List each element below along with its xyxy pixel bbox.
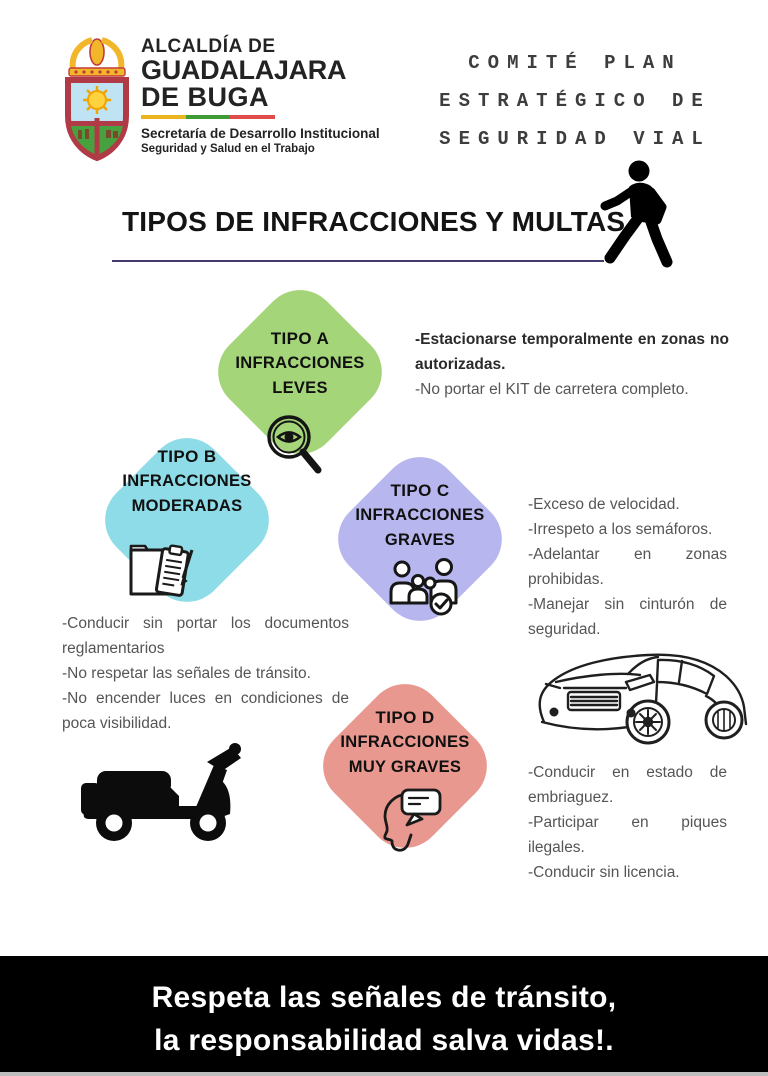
- note-item: -No respetar las señales de tránsito.: [62, 665, 311, 682]
- logo-line-2: GUADALAJARA: [141, 55, 347, 85]
- tipo-c-cat2: GRAVES: [384, 531, 456, 549]
- tipo-b-cat1: INFRACCIONES: [122, 472, 252, 490]
- page-title: TIPOS DE INFRACCIONES Y MULTAS: [122, 206, 626, 237]
- note-item: -Adelantar en zonas prohibidas.: [528, 546, 727, 588]
- tricolor-bar: [141, 115, 275, 119]
- logo-wordmark: [141, 36, 380, 156]
- note-item: -Irrespeto a los semáforos.: [528, 521, 713, 538]
- logo-subdepartment: Seguridad y Salud en el Trabajo: [141, 143, 315, 155]
- title-underline: [112, 260, 604, 262]
- label-tipo-c: [310, 478, 530, 553]
- head-speech-icon: [371, 782, 449, 856]
- tipo-a-cat1: INFRACCIONES: [235, 354, 365, 372]
- city-crest-icon: [50, 28, 144, 162]
- car-icon: [528, 630, 764, 750]
- committee-title: [415, 44, 735, 158]
- tipo-d-cat2: MUY GRAVES: [348, 758, 462, 776]
- tipo-a-cat2: LEVES: [272, 379, 328, 397]
- note-item: -Manejar sin cinturón de seguridad.: [528, 596, 727, 638]
- note-item: -Conducir en estado de embriaguez.: [528, 764, 727, 806]
- pedestrian-icon: [598, 160, 674, 272]
- tipo-b-cat2: MODERADAS: [131, 497, 243, 515]
- footer-banner: [0, 956, 768, 1076]
- footer-slogan: [0, 956, 768, 1062]
- notes-tipo-a: [415, 327, 729, 402]
- note-item: -No portar el KIT de carretera completo.: [415, 381, 689, 398]
- logo-line-1: ALCALDÍA DE: [141, 36, 276, 57]
- tipo-d-code: TIPO D: [375, 708, 435, 727]
- flag-yellow: [141, 115, 186, 119]
- tipo-b-code: TIPO B: [157, 447, 217, 466]
- note-item: -Conducir sin portar los documentos reglamentarios: [62, 615, 349, 657]
- footer-line-2: la responsabilidad salva vidas!.: [154, 1024, 614, 1057]
- committee-line-1: COMITÉ PLAN: [468, 52, 682, 74]
- notes-tipo-c: [528, 492, 727, 642]
- notes-tipo-d: [528, 760, 727, 885]
- scooter-icon: [74, 734, 244, 846]
- logo-line-3: DE BUGA: [141, 82, 270, 112]
- note-item: -No encender luces en condiciones de poca visibilidad.: [62, 690, 349, 732]
- footer-line-1: Respeta las señales de tránsito,: [151, 981, 617, 1014]
- tipo-a-code: TIPO A: [270, 329, 330, 348]
- committee-line-3: SEGURIDAD VIAL: [439, 128, 711, 150]
- note-item: -Estacionarse temporalmente en zonas no autorizadas.: [415, 331, 729, 373]
- magnifier-eye-icon: [262, 412, 328, 476]
- tipo-c-cat1: INFRACCIONES: [355, 506, 485, 524]
- people-check-icon: [388, 558, 460, 616]
- flag-red: [230, 115, 275, 119]
- page-edge-strip: [0, 1072, 768, 1076]
- tipo-c-code: TIPO C: [390, 481, 450, 500]
- flag-green: [186, 115, 231, 119]
- tipo-d-cat1: INFRACCIONES: [340, 733, 470, 751]
- note-item: -Conducir sin licencia.: [528, 864, 680, 881]
- notes-tipo-b: [62, 611, 349, 736]
- label-tipo-a: [190, 326, 410, 401]
- folder-checklist-icon: [126, 534, 198, 600]
- note-item: -Exceso de velocidad.: [528, 496, 680, 513]
- logo-department: Secretaría de Desarrollo Institucional: [141, 126, 380, 141]
- committee-line-2: ESTRATÉGICO DE: [439, 90, 711, 112]
- note-item: -Participar en piques ilegales.: [528, 814, 727, 856]
